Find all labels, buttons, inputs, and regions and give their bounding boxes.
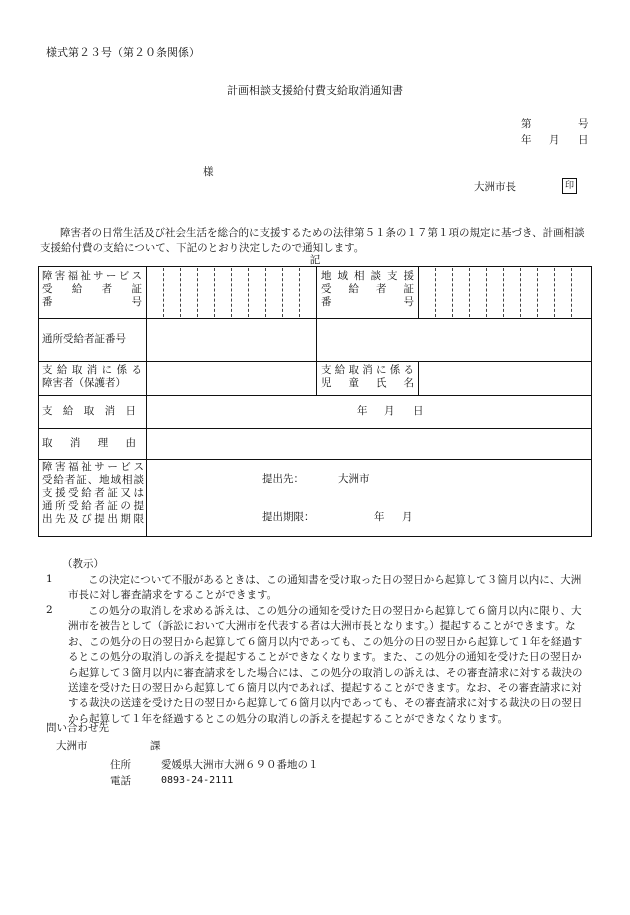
number-label: 第 — [521, 118, 532, 130]
deadline-month-label: 月 — [402, 511, 413, 523]
number-suffix: 号 — [578, 118, 589, 130]
document-title: 計画相談支援給付費支給取消通知書 — [227, 84, 403, 97]
contact-city: 大洲市 — [56, 740, 88, 752]
submit-to-value: 大洲市 — [338, 473, 370, 485]
deadline-label: 提出期限： — [262, 511, 315, 523]
commuting-certificate-number-label: 通所受給者証番号 — [42, 333, 126, 345]
form-number: 様式第２３号（第２０条関係） — [46, 46, 200, 59]
cancellation-date-label: 支給取消日 — [42, 405, 136, 417]
address-value: 愛媛県大洲市大洲６９０番地の１ — [161, 759, 319, 771]
deadline-year-label: 年 — [374, 511, 385, 523]
cancellation-reason-label: 取消理由 — [42, 437, 136, 449]
notice-heading: （教示） — [62, 558, 104, 570]
date-year-label: 年 — [521, 134, 532, 146]
cancellation-day-label: 日 — [413, 405, 424, 417]
submission-info-label: 障害福祉サービス 受給者証、地域相談 支援受給者証又は 通所受給者証の提 出先及び提出期限 — [42, 461, 144, 525]
submit-to-label: 提出先： — [262, 473, 304, 485]
contact-heading: 問い合わせ先 — [46, 722, 109, 734]
notice-item-text: この決定について不服があるときは、この通知書を受け取った日の翌日から起算して３箇月以内に、大洲市長に対し審査請求をすることができます。 — [68, 574, 582, 602]
seal-mark: 印 — [562, 178, 577, 194]
service-certificate-number-label: 障害福祉サービス 受 給 者 証 番 号 — [42, 270, 142, 308]
ki-heading: 記 — [309, 254, 321, 266]
phone-value: 0893-24-2111 — [161, 775, 234, 786]
child-name-label: 支給取消に係る 児 童 氏 名 — [321, 364, 414, 389]
cancellation-month-label: 月 — [384, 405, 395, 417]
issuer-name: 大洲市長 — [474, 181, 516, 193]
regional-support-certificate-number-label: 地 域 相 談 支 援 受 給 者 証 番 号 — [321, 270, 414, 308]
notice-item-text: この処分の取消しを求める訴えは、この処分の通知を受けた日の翌日から起算して６箇月以内に限り、大洲市を被告として（訴訟において大洲市を代表する者は大洲市長となります。）提起することができます。なお、この処分の日の翌日から起算して６箇月以内であっても、この処分の日の翌日から起算して１年を経過するとこの処分の取消しの訴えを提起することができなくなります。また、この処分の通知を受けた日の翌日から起算して３箇月以内に審査請求をした場合には、この処分の取消しの訴えは、その審査請求に対する裁決の送達を受けた日の翌日から起算して６箇月以内であれば、提起することができます。なお、その審査請求に対する裁決の送達を受けた日の翌日から起算して６箇月以内であっても、その審査請求に対する裁決の日の翌日から起算して１年を経過するとこの処分の取消しの訴えを提起することができなくなります。 — [68, 605, 583, 725]
decision-table — [38, 266, 592, 536]
date-month-label: 月 — [549, 134, 560, 146]
addressee-suffix: 様 — [203, 166, 214, 178]
contact-section-suffix: 課 — [150, 740, 161, 752]
cancellation-year-label: 年 — [357, 405, 368, 417]
disabled-person-label: 支給取消に係る 障害者（保護者） — [42, 364, 142, 389]
address-label: 住所 — [110, 759, 131, 771]
notice-item-number: 2 — [46, 604, 53, 616]
notice-item-number: 1 — [46, 573, 53, 585]
date-day-label: 日 — [578, 134, 589, 146]
phone-label: 電話 — [110, 775, 131, 787]
intro-paragraph: 障害者の日常生活及び社会生活を総合的に支援するための法律第５１条の１７第１項の規定に基づき、計画相談支援給付費の支給について、下記のとおり決定したので通知します。 — [40, 227, 585, 254]
